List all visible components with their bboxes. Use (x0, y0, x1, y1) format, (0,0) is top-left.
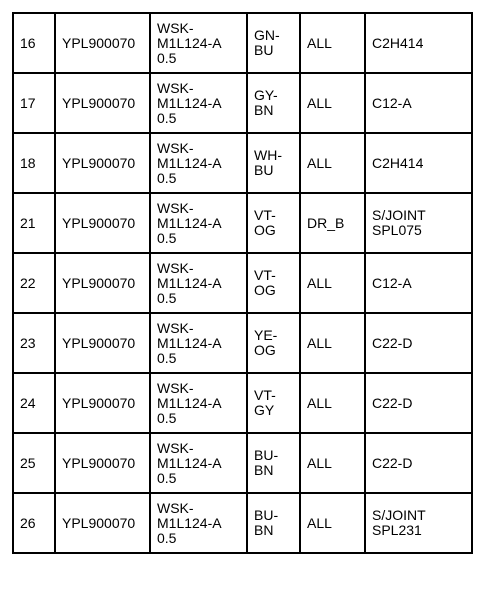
wire-spec-cell: WSK- M1L124-A 0.5 (150, 73, 247, 133)
part-number-cell: YPL900070 (55, 193, 150, 253)
row-number-cell: 18 (13, 133, 55, 193)
wire-color-cell: GN- BU (247, 13, 300, 73)
option-cell: ALL (300, 433, 365, 493)
connector-cell: C12-A (365, 73, 472, 133)
part-number-cell: YPL900070 (55, 133, 150, 193)
wire-color-cell: VT- OG (247, 193, 300, 253)
row-number-cell: 23 (13, 313, 55, 373)
part-number-cell: YPL900070 (55, 73, 150, 133)
option-cell: ALL (300, 493, 365, 553)
option-cell: DR_B (300, 193, 365, 253)
wire-spec-cell: WSK- M1L124-A 0.5 (150, 373, 247, 433)
table-row (13, 493, 472, 553)
row-number-cell: 24 (13, 373, 55, 433)
row-number-cell: 16 (13, 13, 55, 73)
connector-cell: C2H414 (365, 133, 472, 193)
wire-color-cell: WH- BU (247, 133, 300, 193)
option-cell: ALL (300, 313, 365, 373)
connector-cell: C12-A (365, 253, 472, 313)
part-number-cell: YPL900070 (55, 433, 150, 493)
wire-spec-cell: WSK- M1L124-A 0.5 (150, 493, 247, 553)
part-number-cell: YPL900070 (55, 313, 150, 373)
connector-cell: S/JOINT SPL231 (365, 493, 472, 553)
part-number-cell: YPL900070 (55, 373, 150, 433)
option-cell: ALL (300, 133, 365, 193)
connector-cell: C22-D (365, 433, 472, 493)
part-number-cell: YPL900070 (55, 13, 150, 73)
wire-color-cell: YE- OG (247, 313, 300, 373)
table-row (13, 253, 472, 313)
table-row (13, 133, 472, 193)
wire-spec-cell: WSK- M1L124-A 0.5 (150, 433, 247, 493)
part-number-cell: YPL900070 (55, 493, 150, 553)
wire-color-cell: VT- OG (247, 253, 300, 313)
wire-color-cell: BU- BN (247, 493, 300, 553)
table-row (13, 433, 472, 493)
option-cell: ALL (300, 373, 365, 433)
wire-color-cell: VT- GY (247, 373, 300, 433)
table-row (13, 73, 472, 133)
row-number-cell: 26 (13, 493, 55, 553)
connector-cell: C22-D (365, 313, 472, 373)
table-row (13, 13, 472, 73)
connector-cell: C2H414 (365, 13, 472, 73)
option-cell: ALL (300, 13, 365, 73)
connector-cell: S/JOINT SPL075 (365, 193, 472, 253)
table-row (13, 193, 472, 253)
wire-spec-cell: WSK- M1L124-A 0.5 (150, 133, 247, 193)
wire-spec-cell: WSK- M1L124-A 0.5 (150, 13, 247, 73)
row-number-cell: 17 (13, 73, 55, 133)
table-row (13, 373, 472, 433)
option-cell: ALL (300, 73, 365, 133)
wire-spec-cell: WSK- M1L124-A 0.5 (150, 313, 247, 373)
wiring-table (12, 12, 473, 554)
option-cell: ALL (300, 253, 365, 313)
table-row (13, 313, 472, 373)
row-number-cell: 21 (13, 193, 55, 253)
wire-spec-cell: WSK- M1L124-A 0.5 (150, 193, 247, 253)
connector-cell: C22-D (365, 373, 472, 433)
part-number-cell: YPL900070 (55, 253, 150, 313)
wire-color-cell: GY- BN (247, 73, 300, 133)
wire-color-cell: BU- BN (247, 433, 300, 493)
row-number-cell: 22 (13, 253, 55, 313)
row-number-cell: 25 (13, 433, 55, 493)
wire-spec-cell: WSK- M1L124-A 0.5 (150, 253, 247, 313)
